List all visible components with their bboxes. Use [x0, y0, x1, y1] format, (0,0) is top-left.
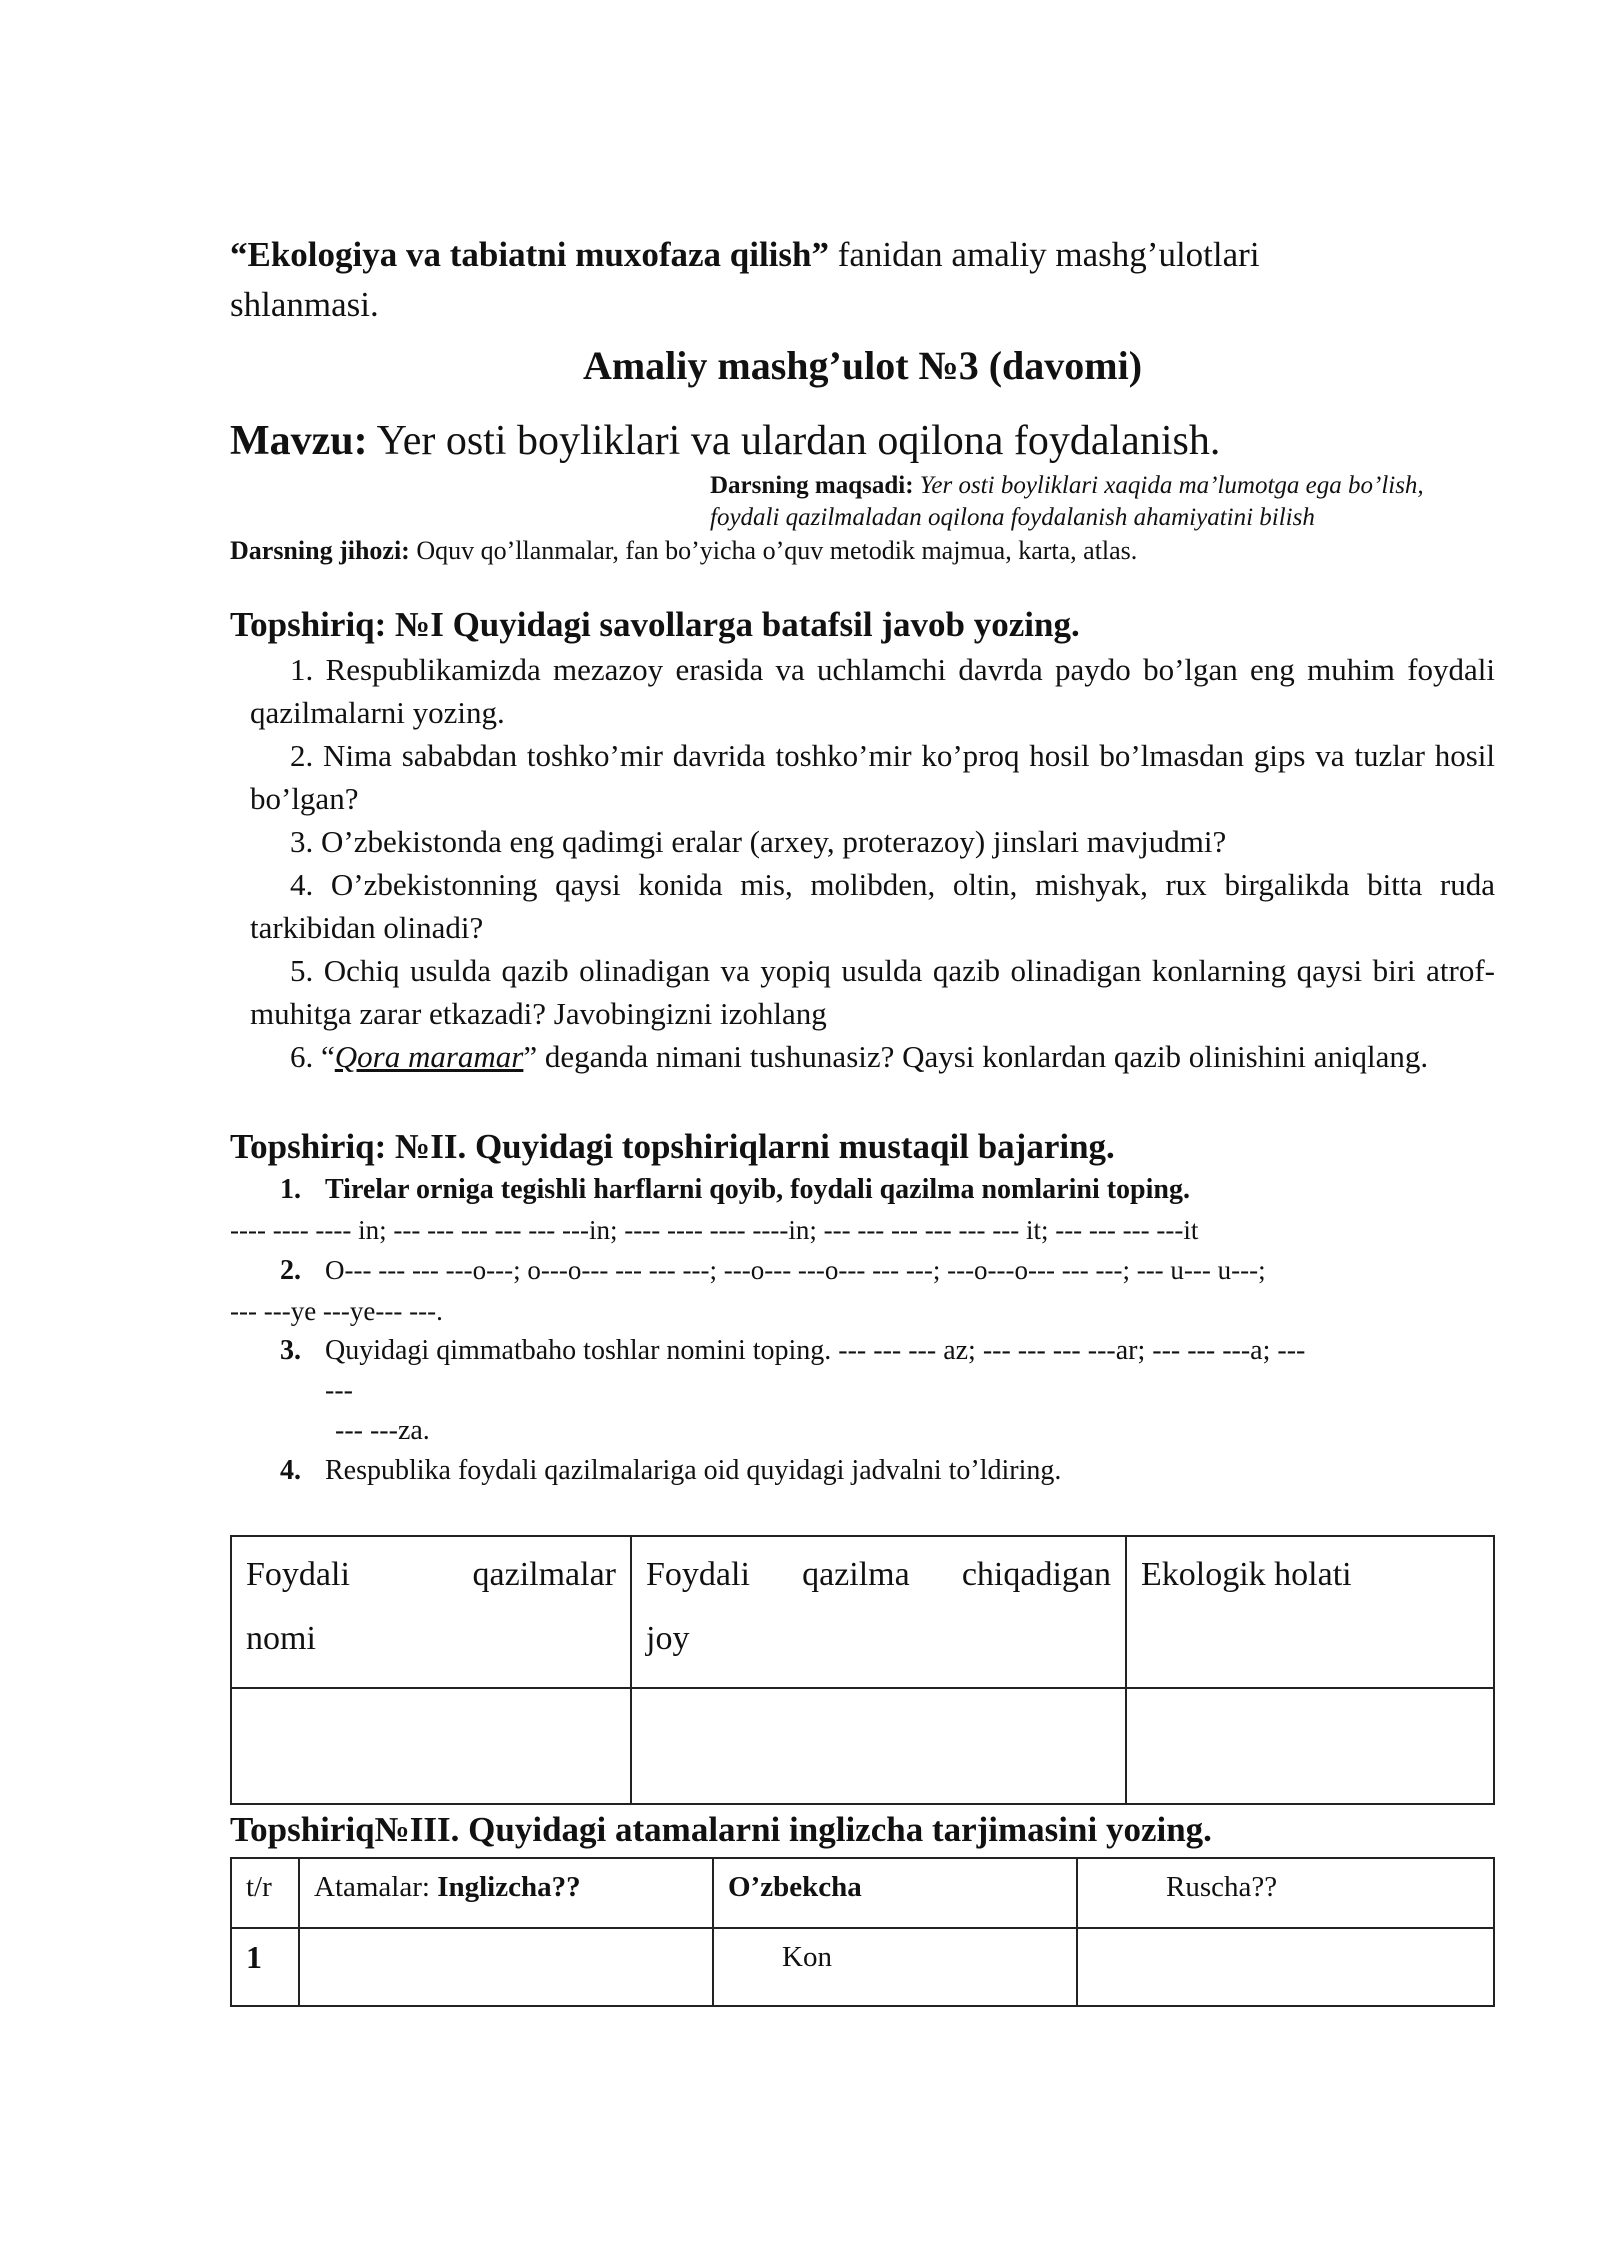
- header-word: nomi: [246, 1620, 316, 1657]
- task2-item-4: [280, 1451, 1495, 1491]
- task1-heading: Topshiriq: №I Quyidagi savollarga batafsil javob yozing.: [230, 605, 1080, 644]
- table-cell-empty[interactable]: [231, 1688, 631, 1804]
- table-header-cell: Ekologik holati: [1126, 1536, 1494, 1688]
- task2-heading: Topshiriq: №II. Quyidagi topshiriqlarni mustaqil bajaring.: [230, 1127, 1115, 1166]
- terms-table: [230, 1857, 1495, 2007]
- table-header-row: [231, 1536, 1494, 1688]
- table-header-row: [231, 1858, 1494, 1928]
- minerals-table: [230, 1535, 1495, 1805]
- header-uzbek: O’zbekcha: [713, 1858, 1077, 1928]
- table-cell-empty[interactable]: [631, 1688, 1126, 1804]
- table-row: [231, 1928, 1494, 2006]
- course-header-line2: shlanmasi.: [230, 285, 379, 324]
- table-header-cell: [231, 1536, 631, 1688]
- question-2: 2. Nima sababdan toshko’mir davrida toshko’mir ko’proq hosil bo’lmasdan gips va tuzlar hosil bo’lgan?: [250, 738, 1495, 816]
- question-4: 4. O’zbekistonning qaysi konida mis, molibden, oltin, mishyak, rux birgalikda bitta ruda tarkibidan olinadi?: [250, 867, 1495, 945]
- header-word: Foydali: [246, 1556, 350, 1593]
- item-text: Quyidagi qimmatbaho toshlar nomini toping. --- --- --- az; --- --- --- ---ar; --- --- ---a; ---: [325, 1335, 1306, 1366]
- item-number: 2.: [280, 1255, 301, 1286]
- course-title: “Ekologiya va tabiatni muxofaza qilish”: [230, 235, 829, 274]
- lesson-goal: [710, 470, 1495, 534]
- task2-items: [230, 1170, 1495, 1491]
- item-text: Tirelar orniga tegishli harflarni qoyib, foydali qazilma nomlarini toping.: [325, 1174, 1190, 1205]
- header-word: chiqadigan: [961, 1556, 1112, 1593]
- header-label: Atamalar:: [314, 1871, 438, 1903]
- item-text: Respublika foydali qazilmalariga oid quyidagi jadvalni to’ldiring.: [325, 1455, 1062, 1486]
- task3-heading: Topshiriq№III. Quyidagi atamalarni inglizcha tarjimasini yozing.: [230, 1810, 1212, 1849]
- header-english: [299, 1858, 713, 1928]
- english-cell[interactable]: [299, 1928, 713, 2006]
- task2-item-2: [280, 1250, 1495, 1291]
- course-header: [230, 230, 1495, 280]
- document-content: [230, 230, 1495, 2007]
- uzbek-cell: Kon: [713, 1928, 1077, 2006]
- task2-item-1-blanks: ---- ---- ---- in; --- --- --- --- --- ---in; ---- ---- ---- ----in; --- --- --- --- --- --- it; --- --- --- ---it: [230, 1215, 1199, 1245]
- question-1: 1. Respublikamizda mezazoy erasida va uchlamchi davrda paydo bo’lgan eng muhim foydali qazilmalarni yozing.: [250, 652, 1495, 730]
- lesson-equipment: [230, 534, 1495, 568]
- item-number: 4.: [280, 1455, 301, 1486]
- question-6-rest: ” deganda nimani tushunasiz? Qaysi konlardan qazib olinishini aniqlang.: [523, 1039, 1429, 1074]
- header-word: Foydali: [646, 1556, 750, 1593]
- goal-label: Darsning maqsadi:: [710, 472, 914, 499]
- task2-item-3-blanks: --- ---za.: [335, 1415, 430, 1446]
- task2-item-1: [280, 1170, 1495, 1210]
- equipment-label: Darsning jihozi:: [230, 536, 410, 565]
- header-russian: Ruscha??: [1077, 1858, 1494, 1928]
- goal-text-1: Yer osti boyliklari xaqida ma’lumotga ega bo’lish,: [913, 472, 1424, 499]
- table-header-cell: [631, 1536, 1126, 1688]
- header-word: qazilma: [802, 1556, 910, 1593]
- table-row: [231, 1688, 1494, 1804]
- page-title: Amaliy mashg’ulot №3 (davomi): [582, 343, 1143, 388]
- header-number: t/r: [231, 1858, 299, 1928]
- item-text: O--- --- --- ---o---; o---o--- --- --- ---; ---o--- ---o--- --- ---; ---o---o--- --- ---; --- u--- u---;: [325, 1255, 1266, 1285]
- equipment-text: Oquv qo’llanmalar, fan bo’yicha o’quv metodik majmua, karta, atlas.: [409, 536, 1138, 565]
- topic-label: Mavzu:: [230, 418, 368, 464]
- task2-item-3: [280, 1331, 1495, 1371]
- russian-cell[interactable]: [1077, 1928, 1494, 2006]
- question-3: 3. O’zbekistonda eng qadimgi eralar (arxey, proterazoy) jinslari mavjudmi?: [290, 824, 1227, 859]
- item-number: 3.: [280, 1335, 301, 1366]
- topic-text: Yer osti boyliklari va ulardan oqilona foydalanish.: [367, 418, 1221, 464]
- question-6-term: Qora maramar: [334, 1039, 524, 1074]
- header-word: joy: [646, 1620, 690, 1657]
- question-6-prefix: 6. “: [290, 1039, 335, 1074]
- task2-item-2-blanks: --- ---ye ---ye--- ---.: [230, 1296, 443, 1326]
- row-number: 1: [231, 1928, 299, 2006]
- task1-questions: [250, 648, 1495, 1078]
- table-cell-empty[interactable]: [1126, 1688, 1494, 1804]
- task2-item-3-cont: ---: [325, 1375, 353, 1406]
- item-number: 1.: [280, 1174, 301, 1205]
- course-subtitle: fanidan amaliy mashg’ulotlari: [828, 235, 1260, 274]
- goal-text-2: foydali qazilmaladan oqilona foydalanish ahamiyatini bilish: [710, 504, 1315, 531]
- question-5: 5. Ochiq usulda qazib olinadigan va yopiq usulda qazib olinadigan konlarning qaysi biri atrof-muhitga zarar etkazadi? Javobingizni izohlang: [250, 953, 1495, 1031]
- header-word: qazilmalar: [472, 1556, 616, 1593]
- question-6: [250, 1035, 1495, 1078]
- topic: [230, 412, 1495, 470]
- header-label-bold: Inglizcha??: [437, 1871, 581, 1903]
